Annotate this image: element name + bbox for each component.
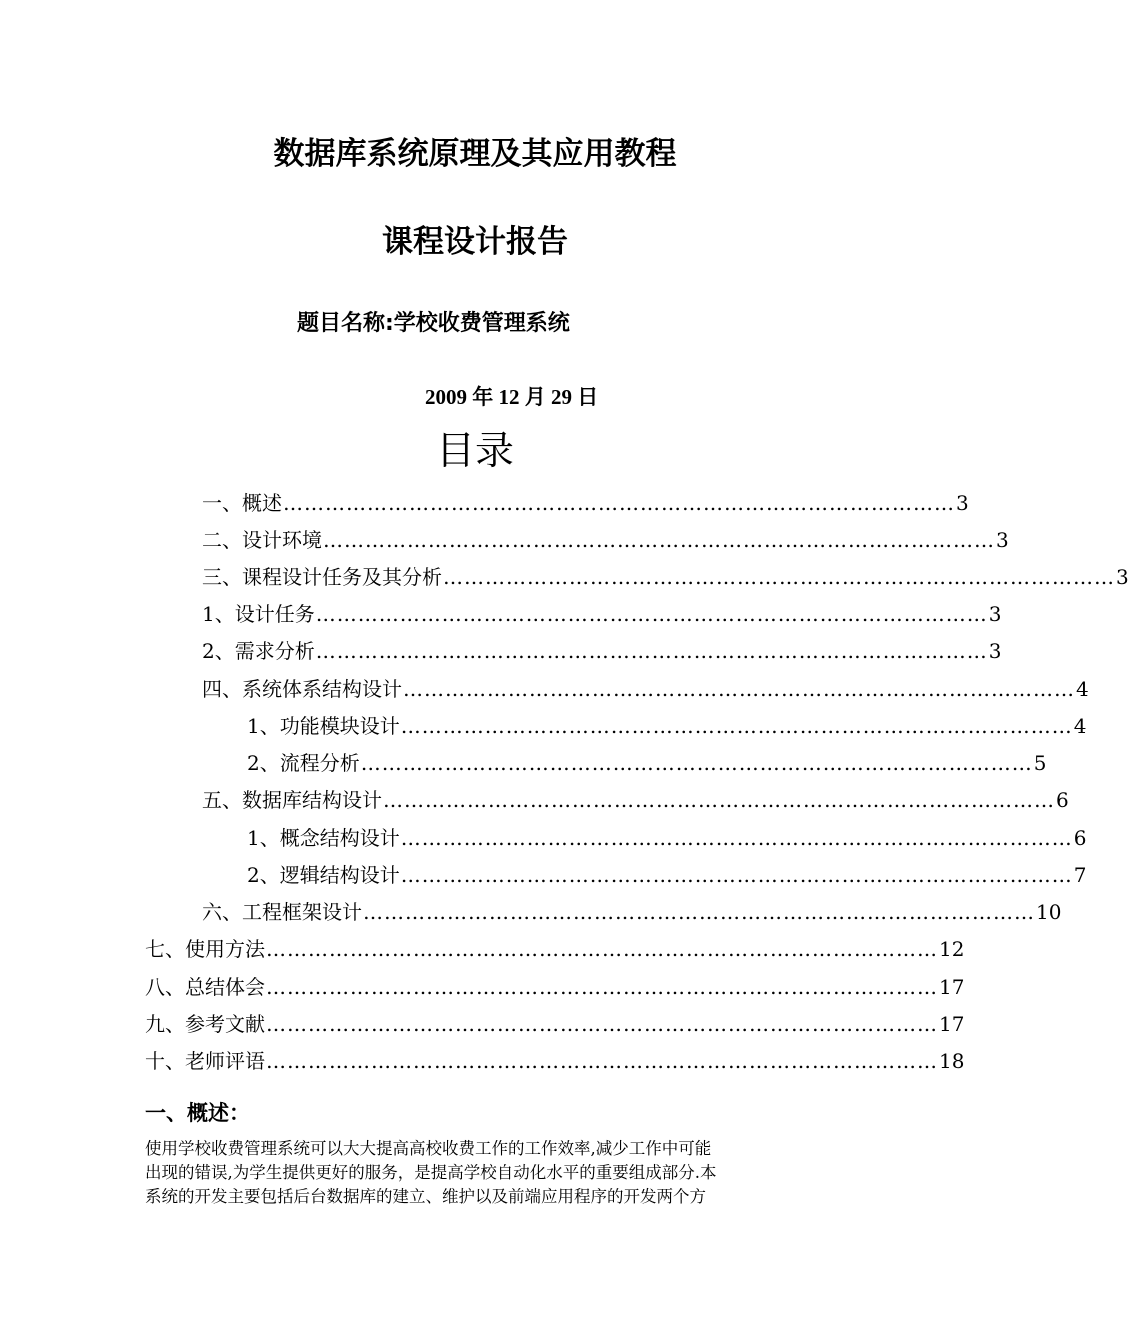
toc-item[interactable] <box>247 860 1087 890</box>
toc-item-number: 十、 <box>145 1049 185 1073</box>
toc-page-number: 4 <box>1073 714 1087 738</box>
body-paragraph <box>145 1137 810 1209</box>
toc-page-number: 17 <box>939 975 965 999</box>
toc-page-number: 3 <box>988 602 1002 626</box>
toc-page-number: 6 <box>1073 826 1087 850</box>
toc-page-number: 12 <box>939 937 965 961</box>
toc-item-label: 三、课程设计任务及其分析 <box>202 565 442 589</box>
toc-page-number: 6 <box>1056 788 1069 812</box>
toc-item[interactable] <box>145 972 965 1002</box>
toc-leader: …………………………………………………………………………………… <box>323 528 995 552</box>
toc-item-label: 五、数据库结构设计 <box>202 788 382 812</box>
toc-page-number: 3 <box>1116 565 1129 589</box>
sub-title: 课程设计报告 <box>382 224 568 260</box>
toc-leader: …………………………………………………………………………………… <box>266 1012 938 1036</box>
toc-leader: …………………………………………………………………………………… <box>315 602 988 626</box>
toc-page-number: 18 <box>939 1049 965 1073</box>
toc-leader: …………………………………………………………………………………… <box>400 826 1073 850</box>
toc-page-number: 3 <box>996 528 1009 552</box>
toc-item-label: 使用方法 <box>185 937 265 961</box>
body-line: 使用学校收费管理系统可以大大提高高校收费工作的工作效率,减少工作中可能 <box>145 1139 712 1158</box>
toc-leader: …………………………………………………………………………………… <box>383 788 1055 812</box>
toc-item-label: 1、概念结构设计 <box>247 826 400 850</box>
toc-page-number: 7 <box>1073 863 1087 887</box>
toc-page-number: 4 <box>1076 677 1089 701</box>
toc-item-label: 老师评语 <box>185 1049 265 1073</box>
toc-item[interactable] <box>202 674 1089 704</box>
toc-item-label: 1、设计任务 <box>202 602 315 626</box>
toc-item-label: 总结体会 <box>185 975 265 999</box>
topic-name: 题目名称:学校收费管理系统 <box>297 311 570 336</box>
toc-item[interactable] <box>202 636 1002 666</box>
toc-page-number: 10 <box>1036 900 1062 924</box>
toc-item[interactable] <box>202 562 1129 592</box>
toc-item-label: 2、流程分析 <box>247 751 360 775</box>
toc-item-label: 1、功能模块设计 <box>247 714 400 738</box>
toc-page-number: 3 <box>956 491 969 515</box>
toc-leader: …………………………………………………………………………………… <box>363 900 1035 924</box>
toc-item-number: 九、 <box>145 1012 185 1036</box>
toc-page-number: 17 <box>939 1012 965 1036</box>
toc-item[interactable] <box>202 599 1002 629</box>
toc-item[interactable] <box>145 1009 965 1039</box>
toc-leader: …………………………………………………………………………………… <box>315 639 988 663</box>
toc-item-label: 2、需求分析 <box>202 639 315 663</box>
toc-item-label: 一、概述 <box>202 491 282 515</box>
toc-page-number: 5 <box>1033 751 1047 775</box>
toc-item[interactable] <box>247 748 1047 778</box>
toc-leader: …………………………………………………………………………………… <box>443 565 1115 589</box>
toc-item[interactable] <box>202 488 969 518</box>
toc-item-number: 七、 <box>145 937 185 961</box>
toc-leader: …………………………………………………………………………………… <box>283 491 955 515</box>
toc-item-number: 八、 <box>145 975 185 999</box>
toc-item-label: 六、工程框架设计 <box>202 900 362 924</box>
toc-item-label: 2、逻辑结构设计 <box>247 863 400 887</box>
toc-leader: …………………………………………………………………………………… <box>400 714 1073 738</box>
toc-leader: …………………………………………………………………………………… <box>266 937 938 961</box>
section-heading: 一、概述： <box>145 1101 250 1125</box>
toc-leader: …………………………………………………………………………………… <box>360 751 1033 775</box>
toc-page-number: 3 <box>988 639 1002 663</box>
toc-item-label: 四、系统体系结构设计 <box>202 677 402 701</box>
toc-item-label: 二、设计环境 <box>202 528 322 552</box>
main-title: 数据库系统原理及其应用教程 <box>273 136 677 172</box>
toc-item[interactable] <box>247 823 1087 853</box>
body-line: 系统的开发主要包括后台数据库的建立、维护以及前端应用程序的开发两个方 <box>145 1187 706 1206</box>
toc-item[interactable] <box>247 711 1087 741</box>
toc-item[interactable] <box>145 1046 965 1076</box>
body-line: 出现的错误,为学生提供更好的服务，是提高学校自动化水平的重要组成部分.本 <box>145 1163 717 1182</box>
toc-item[interactable] <box>145 934 965 964</box>
toc-item[interactable] <box>202 785 1069 815</box>
toc-leader: …………………………………………………………………………………… <box>266 1049 938 1073</box>
toc-heading: 目录 <box>435 429 514 474</box>
toc-leader: …………………………………………………………………………………… <box>403 677 1075 701</box>
toc-item[interactable] <box>202 897 1062 927</box>
report-date: 2009 年 12 月 29 日 <box>425 385 599 409</box>
toc-item-label: 参考文献 <box>185 1012 265 1036</box>
toc-leader: …………………………………………………………………………………… <box>266 975 938 999</box>
toc-item[interactable] <box>202 525 1009 555</box>
toc-leader: …………………………………………………………………………………… <box>400 863 1073 887</box>
